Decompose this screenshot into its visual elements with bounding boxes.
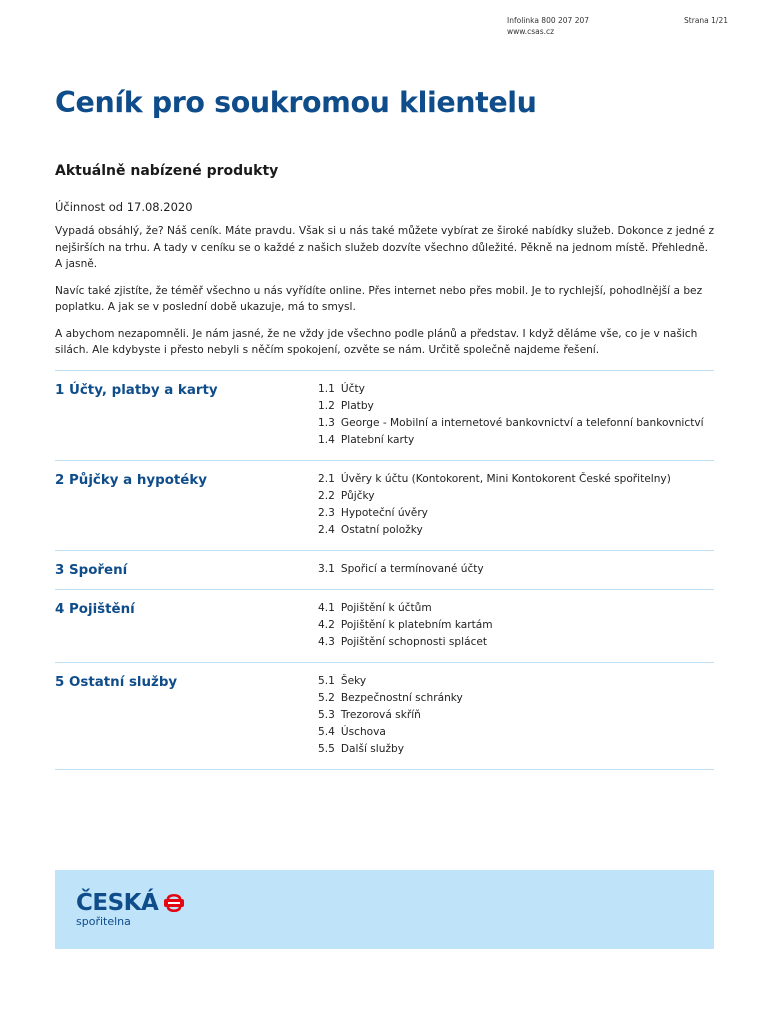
- logo-s-mark-icon: [161, 890, 187, 916]
- toc-section-heading[interactable]: 5 Ostatní služby: [55, 675, 178, 690]
- toc-item-number: 5.1: [318, 675, 335, 687]
- toc-item-list: [318, 471, 714, 539]
- contact-info: [507, 15, 589, 37]
- toc-item-number: 5.5: [318, 743, 335, 755]
- toc-section: [55, 590, 714, 663]
- logo-wordmark: [76, 890, 187, 916]
- toc-item-label: Bezpečnostní schránky: [340, 692, 463, 704]
- intro-text: [55, 223, 715, 369]
- toc-item-label: Další služby: [340, 743, 405, 755]
- footer-band: [55, 870, 714, 949]
- intro-paragraph: Vypadá obsáhlý, že? Náš ceník. Máte pravdu. Však si u nás také můžete vybírat ze široké nabídky služeb. Dokonce z jedné z nejširších na trhu. A tady v ceníku se o každé z našich služeb dozvíte všechno důležité. Pěkně na jednom místě. Přehledně. A jasně.: [55, 225, 715, 270]
- toc-item-label: Pojištění schopnosti splácet: [340, 636, 488, 648]
- page-subtitle: Aktuálně nabízené produkty: [55, 163, 279, 179]
- toc-item-number: 2.2: [318, 490, 335, 502]
- page-header: [507, 15, 728, 39]
- toc-item[interactable]: [318, 522, 714, 539]
- toc-item[interactable]: [318, 471, 714, 488]
- hotline-text: Infolinka 800 207 207: [507, 16, 590, 25]
- toc-item-number: 5.2: [318, 692, 335, 704]
- toc-item[interactable]: [318, 488, 714, 505]
- page-title: Ceník pro soukromou klientelu: [55, 86, 537, 119]
- toc-item-number: 4.1: [318, 602, 335, 614]
- toc-item-label: Půjčky: [340, 490, 375, 502]
- toc-item[interactable]: [318, 741, 714, 758]
- toc-item-label: Trezorová skříň: [340, 709, 421, 721]
- intro-paragraph: Navíc také zjistíte, že téměř všechno u nás vyřídíte online. Přes internet nebo přes mobil. Je to rychlejší, pohodlnější a bez poplatku. A jak se v poslední době ukazuje, má to smysl.: [55, 284, 703, 313]
- toc-item-number: 5.3: [318, 709, 335, 721]
- toc-item-number: 2.1: [318, 473, 335, 485]
- table-of-contents: [55, 370, 714, 770]
- toc-item[interactable]: [318, 707, 714, 724]
- toc-item-label: Platby: [340, 400, 374, 412]
- effective-date: Účinnost od 17.08.2020: [55, 200, 193, 214]
- toc-item-list: [318, 673, 714, 758]
- toc-item-number: 1.2: [318, 400, 335, 412]
- toc-item[interactable]: [318, 673, 714, 690]
- toc-section-heading[interactable]: 4 Pojištění: [55, 602, 135, 617]
- toc-item-label: Ostatní položky: [340, 524, 423, 536]
- toc-item-label: Šeky: [340, 675, 367, 687]
- toc-section-heading[interactable]: 3 Spoření: [55, 563, 128, 578]
- toc-item-list: [318, 381, 714, 449]
- toc-item-number: 1.3: [318, 417, 335, 429]
- page-number: Strana 1/21: [684, 16, 728, 25]
- toc-item[interactable]: [318, 561, 714, 578]
- toc-item-label: Platební karty: [340, 434, 415, 446]
- toc-section: [55, 551, 714, 590]
- toc-item-label: Úschova: [340, 726, 386, 738]
- toc-item-number: 2.3: [318, 507, 335, 519]
- toc-item[interactable]: [318, 398, 714, 415]
- toc-item-number: 1.1: [318, 383, 335, 395]
- logo-subtitle: spořitelna: [76, 915, 131, 928]
- toc-section: [55, 461, 714, 551]
- toc-item-number: 4.3: [318, 636, 335, 648]
- toc-item-label: Pojištění k platebním kartám: [340, 619, 493, 631]
- toc-section: [55, 663, 714, 770]
- intro-paragraph: A abychom nezapomněli. Je nám jasné, že ne vždy jde všechno podle plánů a představ. I když děláme vše, co je v našich silách. Ale kdybyste i přesto nebyli s něčím spokojení, ozvěte se nám. Určitě společně najdeme řešení.: [55, 327, 698, 356]
- toc-item[interactable]: [318, 724, 714, 741]
- toc-item[interactable]: [318, 505, 714, 522]
- toc-item-number: 3.1: [318, 563, 335, 575]
- toc-item[interactable]: [318, 634, 714, 651]
- logo-brand-text: ČESKÁ: [76, 890, 159, 916]
- toc-item-list: [318, 600, 714, 651]
- toc-item-label: Účty: [340, 383, 365, 395]
- toc-item[interactable]: [318, 432, 714, 449]
- toc-item[interactable]: [318, 415, 714, 432]
- toc-item-label: Pojištění k účtům: [340, 602, 432, 614]
- toc-item-label: George - Mobilní a internetové bankovnictví a telefonní bankovnictví: [340, 417, 704, 429]
- toc-item[interactable]: [318, 617, 714, 634]
- toc-item-number: 4.2: [318, 619, 335, 631]
- toc-item[interactable]: [318, 600, 714, 617]
- toc-item-label: Hypoteční úvěry: [340, 507, 428, 519]
- toc-item-label: Úvěry k účtu (Kontokorent, Mini Kontokorent České spořitelny): [340, 473, 671, 485]
- toc-item-number: 2.4: [318, 524, 335, 536]
- toc-item-number: 5.4: [318, 726, 335, 738]
- toc-item-list: [318, 561, 714, 578]
- toc-item[interactable]: [318, 690, 714, 707]
- toc-section-heading[interactable]: 2 Půjčky a hypotéky: [55, 473, 208, 488]
- website-link[interactable]: www.csas.cz: [507, 27, 555, 36]
- toc-section: [55, 371, 714, 461]
- toc-section-heading[interactable]: 1 Účty, platby a karty: [55, 383, 218, 398]
- ceska-sporitelna-logo: [76, 890, 187, 928]
- toc-item-number: 1.4: [318, 434, 335, 446]
- toc-item-label: Spořicí a termínované účty: [340, 563, 484, 575]
- toc-item[interactable]: [318, 381, 714, 398]
